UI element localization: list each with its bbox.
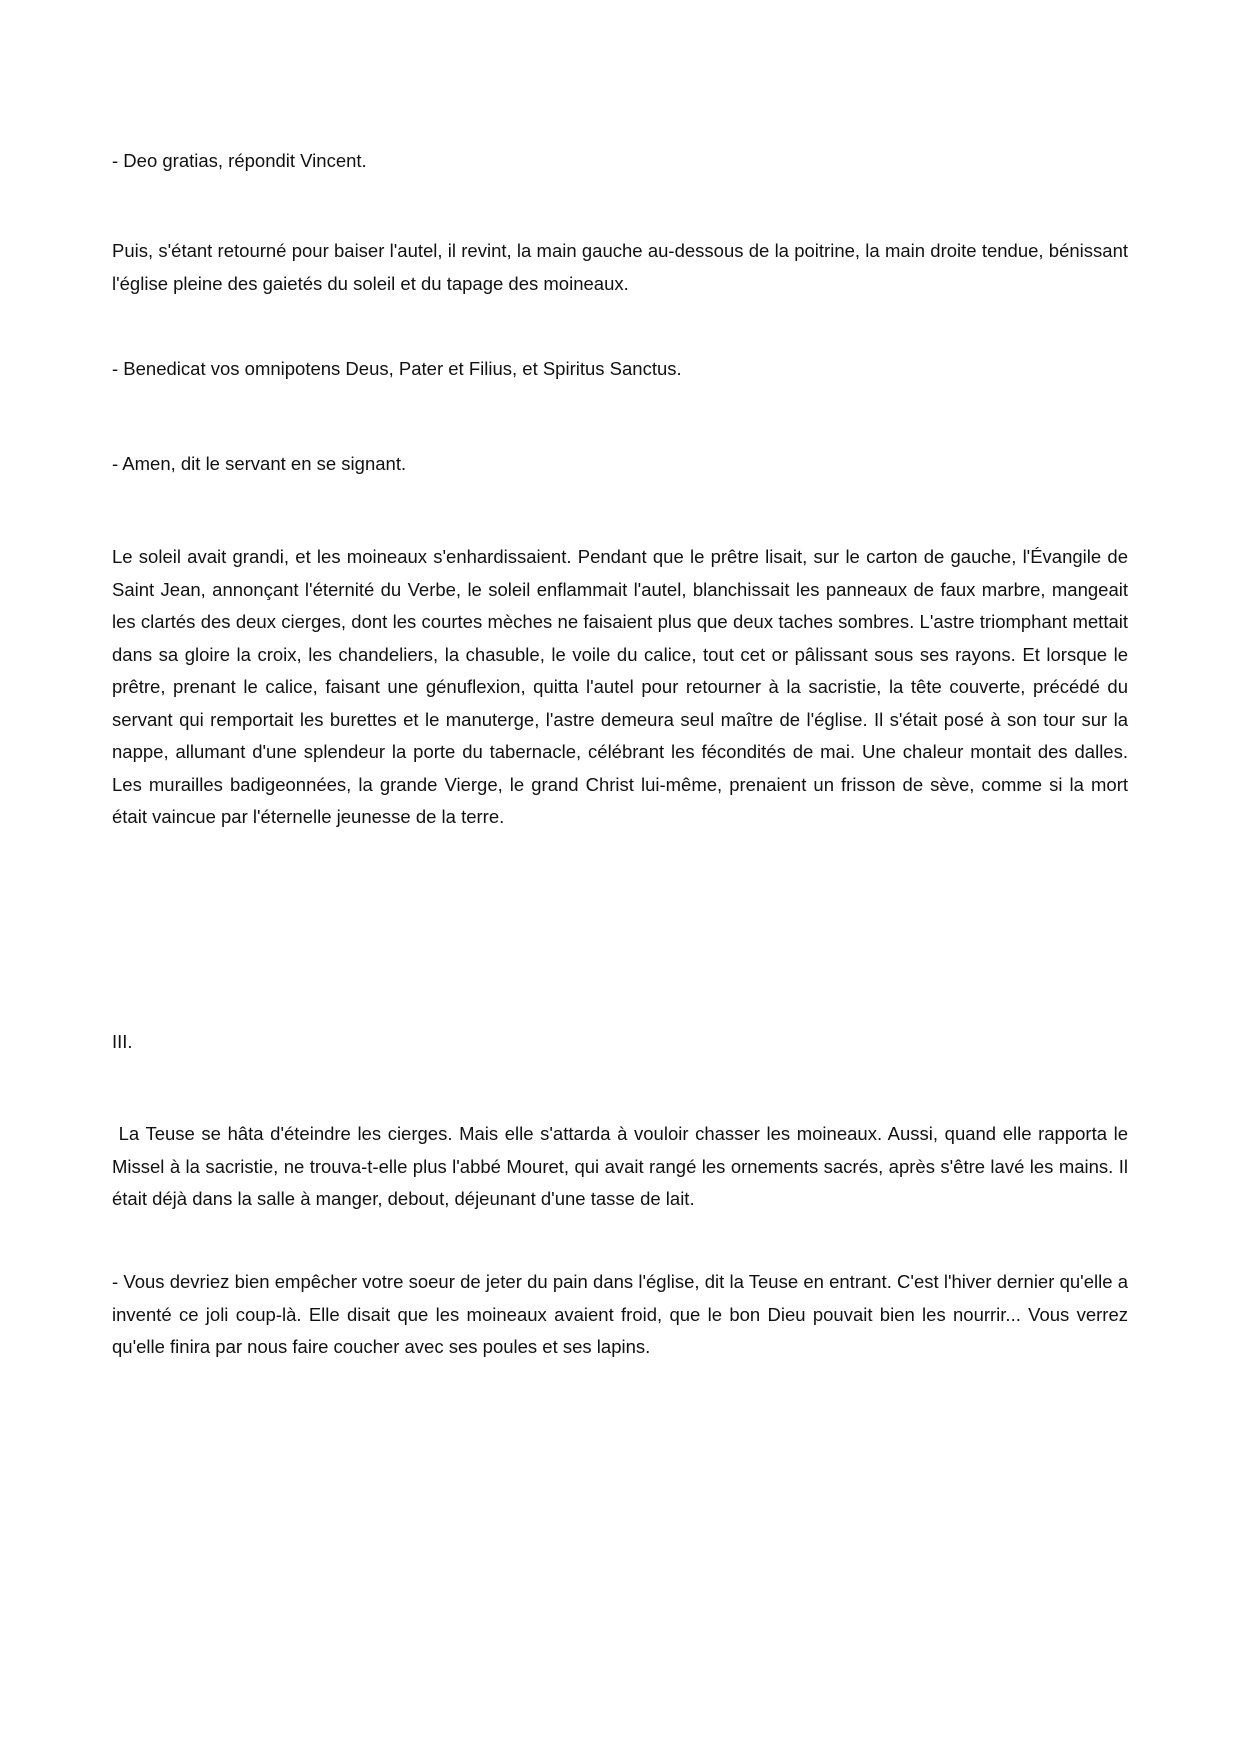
paragraph-deo-gratias: - Deo gratias, répondit Vincent. (112, 150, 367, 171)
chapter-heading: III. (112, 1031, 133, 1052)
paragraph-amen: - Amen, dit le servant en se signant. (112, 453, 407, 474)
paragraph-vous-devriez: - Vous devriez bien empêcher votre soeur de jeter du pain dans l'église, dit la Teuse en entrant. C'est l'hiver dernier qu'elle a inventé ce joli coup-là. Elle disait que les moineaux avaient froid, que le bon Dieu pouvait bien les nourrir... Vous verrez qu'elle finira par nous faire coucher avec ses poules et ses lapins. (112, 1271, 1128, 1357)
paragraph-puis: Puis, s'étant retourné pour baiser l'autel, il revint, la main gauche au-dessous de la poitrine, la main droite tendue, bénissant l'église pleine des gaietés du soleil et du tapage des moineaux. (112, 240, 1128, 294)
paragraph-la-teuse: La Teuse se hâta d'éteindre les cierges. Mais elle s'attarda à vouloir chasser les moineaux. Aussi, quand elle rapporta le Missel à la sacristie, ne trouva-t-elle plus l'abbé Mouret, qui avait rangé les ornements sacrés, après s'être lavé les mains. Il était déjà dans la salle à manger, debout, déjeunant d'une tasse de lait. (112, 1123, 1134, 1209)
paragraph-benedicat: - Benedicat vos omnipotens Deus, Pater et Filius, et Spiritus Sanctus. (112, 358, 682, 379)
paragraph-le-soleil: Le soleil avait grandi, et les moineaux s'enhardissaient. Pendant que le prêtre lisait, sur le carton de gauche, l'Évangile de Saint Jean, annonçant l'éternité du Verbe, le soleil enflammait l'autel, blanchissait les panneaux de faux marbre, mangeait les clartés des deux cierges, dont les courtes mèches ne faisaient plus que deux taches sombres. L'astre triomphant mettait dans sa gloire la croix, les chandeliers, la chasuble, le voile du calice, tout cet or pâlissant sous ses rayons. Et lorsque le prêtre, prenant le calice, faisant une génuflexion, quitta l'autel pour retourner à la sacristie, la tête couverte, précédé du servant qui remportait les burettes et le manuterge, l'astre demeura seul maître de l'église. Il s'était posé à son tour sur la nappe, allumant d'une splendeur la porte du tabernacle, célébrant les fécondités de mai. Une chaleur montait des dalles. Les murailles badigeonnées, la grande Vierge, le grand Christ lui-même, prenaient un frisson de sève, comme si la mort était vaincue par l'éternelle jeunesse de la terre. (112, 546, 1128, 827)
